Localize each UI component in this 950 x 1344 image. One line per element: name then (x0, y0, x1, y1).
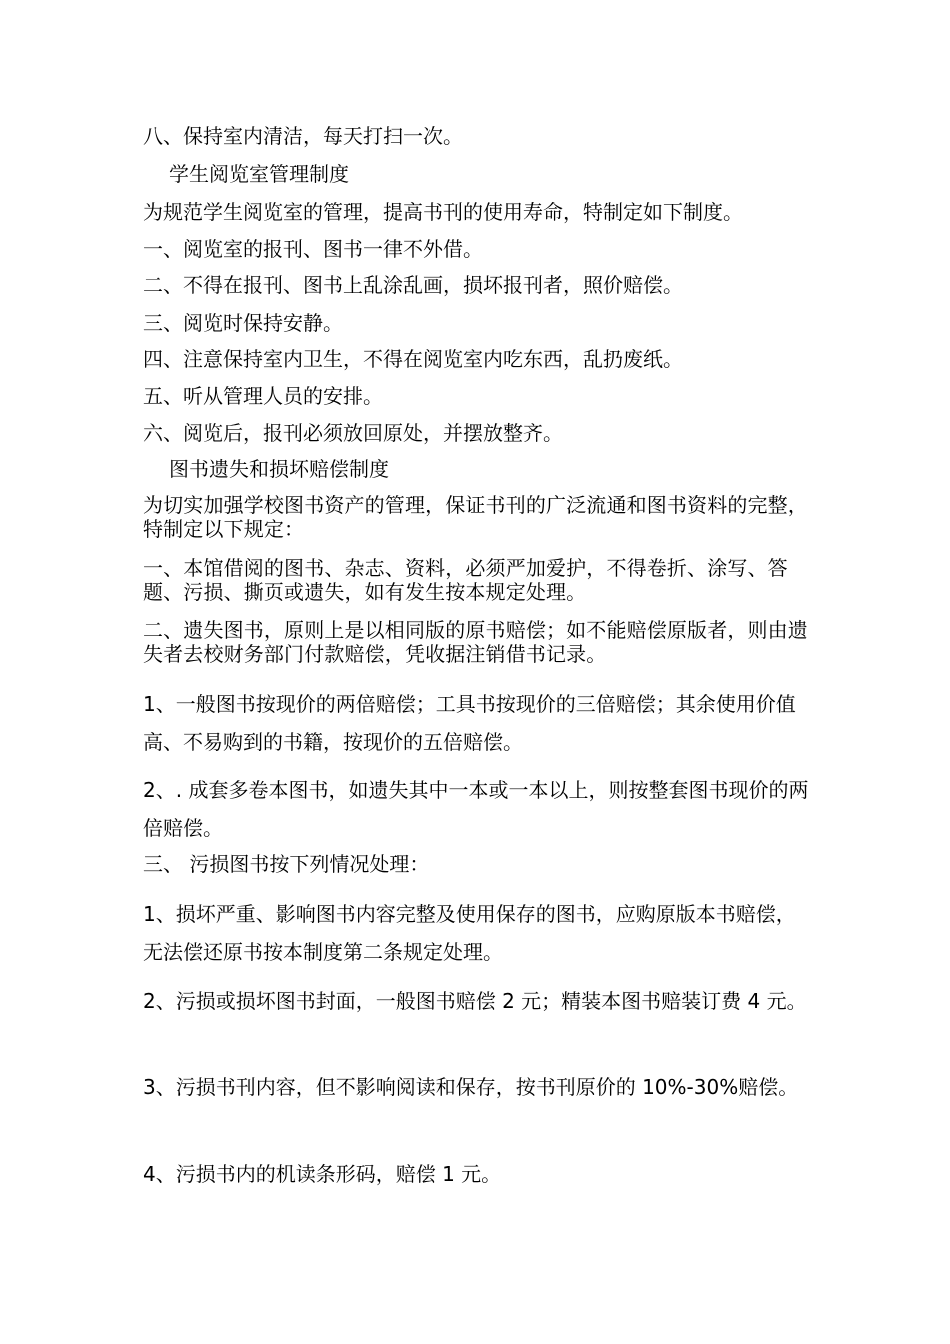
rule-paragraph: 一、本馆借阅的图书、杂志、资料，必须严加爱护，不得卷折、涂写、答题、污损、撕页或遗失，如有发生按本规定处理。 (143, 556, 788, 604)
section-intro: 为切实加强学校图书资产的管理，保证书刊的广泛流通和图书资料的完整，特制定以下规定： (143, 493, 808, 541)
rule-subitem: 2、污损或损坏图书封面，一般图书赔偿 2 元；精装本图书赔装订费 4 元。 (143, 989, 807, 1013)
rule-line: 六、阅览后，报刊必须放回原处，并摆放整齐。 (143, 421, 563, 445)
rule-subitem: 4、污损书内的机读条形码，赔偿 1 元。 (143, 1162, 502, 1186)
section-intro: 为规范学生阅览室的管理，提高书刊的使用寿命，特制定如下制度。 (143, 200, 743, 224)
rule-line: 三、 污损图书按下列情况处理： (143, 852, 430, 876)
rule-line: 二、不得在报刊、图书上乱涂乱画，损坏报刊者，照价赔偿。 (143, 273, 683, 297)
rule-subitem: 2、. 成套多卷本图书，如遗失其中一本或一本以上，则按整套图书现价的两倍赔偿。 (143, 778, 809, 840)
rule-subitem: 1、损坏严重、影响图书内容完整及使用保存的图书，应购原版本书赔偿，无法偿还原书按本制度第二条规定处理。 (143, 902, 796, 964)
rule-line: 八、保持室内清洁，每天打扫一次。 (143, 124, 463, 148)
rule-line: 三、阅览时保持安静。 (143, 311, 343, 335)
rule-line: 四、注意保持室内卫生，不得在阅览室内吃东西，乱扔废纸。 (143, 347, 683, 371)
section-heading-reading-room: 学生阅览室管理制度 (169, 162, 349, 186)
rule-subitem: 3、污损书刊内容，但不影响阅读和保存，按书刊原价的 10%-30%赔偿。 (143, 1075, 799, 1099)
rule-line: 一、阅览室的报刊、图书一律不外借。 (143, 237, 483, 261)
rule-paragraph: 二、遗失图书，原则上是以相同版的原书赔偿；如不能赔偿原版者，则由遗失者去校财务部门付款赔偿，凭收据注销借书记录。 (143, 618, 808, 666)
rule-line: 五、听从管理人员的安排。 (143, 384, 383, 408)
rule-subitem: 1、一般图书按现价的两倍赔偿；工具书按现价的三倍赔偿；其余使用价值高、不易购到的书籍，按现价的五倍赔偿。 (143, 692, 796, 754)
section-heading-compensation: 图书遗失和损坏赔偿制度 (169, 457, 389, 481)
